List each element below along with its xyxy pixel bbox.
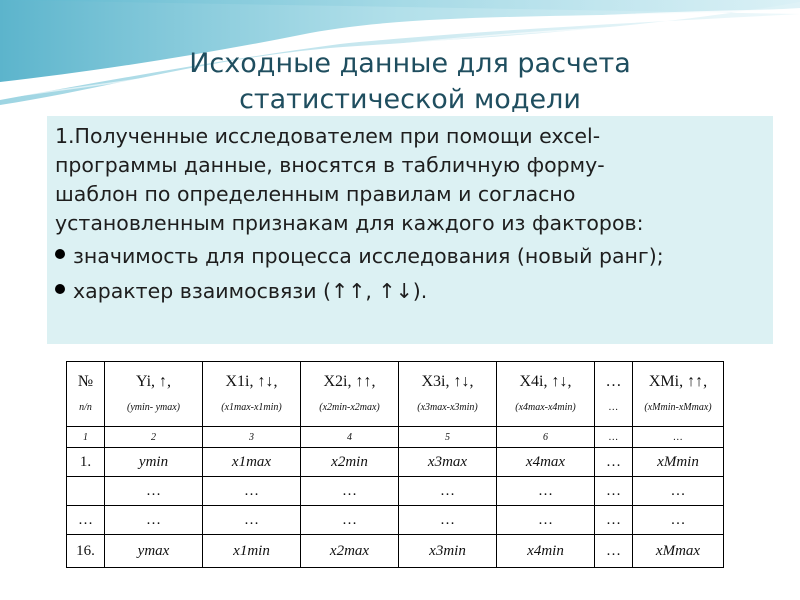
table-cell: x4min	[497, 535, 595, 568]
header-cell-top: X4i, ↑↓,	[519, 373, 572, 390]
table-cell: x2max	[301, 535, 399, 568]
bullet-text: значимость для процесса исследования (новый ранг);	[73, 244, 664, 268]
numbered-paragraph	[55, 122, 769, 238]
table-cell: x1min	[203, 535, 301, 568]
bullet-dot-icon	[55, 284, 65, 294]
header-cell	[105, 362, 203, 427]
header-cell	[301, 362, 399, 427]
slide-title	[80, 46, 740, 118]
header-cell	[633, 362, 724, 427]
table-cell: …	[105, 477, 203, 506]
column-number-cell: 2	[105, 427, 203, 448]
header-cell	[203, 362, 301, 427]
column-number-cell: 4	[301, 427, 399, 448]
table-cell: …	[595, 477, 633, 506]
bullet-dot-icon	[55, 249, 65, 259]
bullet-text: характер взаимосвязи (↑↑, ↑↓).	[73, 279, 428, 303]
table-cell: xMmin	[633, 448, 724, 477]
table-cell: xMmax	[633, 535, 724, 568]
header-cell	[67, 362, 105, 427]
header-cell-bottom: (xMmin-xMmax)	[644, 402, 712, 413]
table-cell: x1max	[203, 448, 301, 477]
header-cell-bottom: п/п	[79, 402, 92, 413]
table-cell: …	[633, 477, 724, 506]
column-number-cell: …	[595, 427, 633, 448]
table-cell: …	[633, 506, 724, 535]
table-cell: ymax	[105, 535, 203, 568]
header-cell-bottom: (ymin- ymax)	[126, 402, 181, 413]
header-cell-bottom: (x4max-x4min)	[515, 402, 576, 413]
table-cell	[67, 477, 105, 506]
paragraph-line: установленным признакам для каждого из факторов:	[55, 211, 644, 235]
header-cell	[595, 362, 633, 427]
paragraph-line: 1.Полученные исследователем при помощи excel-	[55, 124, 601, 148]
paragraph-line: программы данные, вносятся в табличную форму-	[55, 153, 605, 177]
table-cell: …	[595, 448, 633, 477]
column-number-row	[67, 427, 724, 448]
content-box	[47, 116, 773, 344]
table-cell: …	[399, 477, 497, 506]
table-row	[67, 477, 724, 506]
table-cell: …	[595, 535, 633, 568]
bullet-item	[55, 242, 769, 271]
table-cell: …	[497, 506, 595, 535]
header-cell-top: X3i, ↑↓,	[421, 373, 474, 390]
table-cell: …	[301, 506, 399, 535]
title-line-2: статистической модели	[239, 84, 581, 115]
header-cell-top: Yi, ↑,	[135, 373, 172, 390]
table-cell: 16.	[67, 535, 105, 568]
header-cell-bottom: (x2min-x2max)	[319, 402, 380, 413]
header-cell-top: X1i, ↑↓,	[225, 373, 278, 390]
header-cell-bottom: …	[609, 402, 618, 413]
header-cell-top: №	[77, 373, 94, 390]
header-cell-bottom: (x3max-x3min)	[417, 402, 478, 413]
column-number-cell: 6	[497, 427, 595, 448]
data-table	[66, 361, 724, 568]
header-cell-top: …	[605, 373, 622, 390]
table-cell: …	[595, 506, 633, 535]
header-cell-top: X2i, ↑↑,	[323, 373, 376, 390]
column-number-cell: …	[633, 427, 724, 448]
header-cell	[497, 362, 595, 427]
table-cell: x2min	[301, 448, 399, 477]
table-cell: x3max	[399, 448, 497, 477]
table-row	[67, 535, 724, 568]
column-number-cell: 3	[203, 427, 301, 448]
table-row	[67, 448, 724, 477]
table-cell: …	[301, 477, 399, 506]
paragraph-line: шаблон по определенным правилам и согласно	[55, 182, 576, 206]
table-cell: …	[399, 506, 497, 535]
table-cell: …	[203, 477, 301, 506]
column-number-cell: 5	[399, 427, 497, 448]
table-cell: x3min	[399, 535, 497, 568]
bullet-item	[55, 277, 769, 306]
table-cell: x4max	[497, 448, 595, 477]
table-cell: …	[203, 506, 301, 535]
table-cell: ymin	[105, 448, 203, 477]
title-line-1: Исходные данные для расчета	[189, 48, 631, 79]
header-cell-top: XMi, ↑↑,	[648, 373, 708, 390]
column-number-cell: 1	[67, 427, 105, 448]
table-cell: 1.	[67, 448, 105, 477]
header-cell	[399, 362, 497, 427]
table-header-row	[67, 362, 724, 427]
table-row	[67, 506, 724, 535]
table-cell: …	[105, 506, 203, 535]
header-cell-bottom: (x1max-x1min)	[221, 402, 282, 413]
table-cell: …	[67, 506, 105, 535]
table-cell: …	[497, 477, 595, 506]
